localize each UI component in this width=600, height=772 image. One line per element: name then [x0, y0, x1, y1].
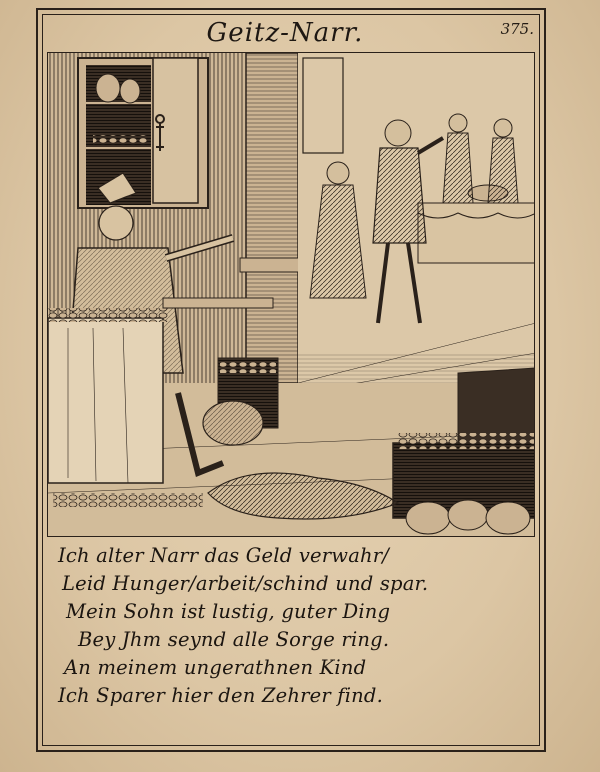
verse-line: Leid Hunger/arbeit/schind und spar. [62, 572, 429, 595]
page-number: 375. [500, 20, 534, 38]
engraving-illustration [47, 52, 535, 537]
page-title: Geitz-Narr. [206, 18, 364, 48]
verse-line: Bey Jhm seynd alle Sorge ring. [78, 628, 390, 651]
verse-line: An meinem ungerathnen Kind [64, 656, 367, 679]
verse-line: Ich alter Narr das Geld verwahr/ [58, 544, 390, 567]
desk-cloth [48, 318, 163, 483]
banquet-table [418, 203, 535, 263]
shelf [163, 298, 273, 308]
verse-block [58, 544, 528, 724]
verse-line: Ich Sparer hier den Zehrer find. [58, 684, 383, 707]
verse-line: Mein Sohn ist lustig, guter Ding [66, 600, 391, 623]
engraving-scene [48, 53, 535, 537]
